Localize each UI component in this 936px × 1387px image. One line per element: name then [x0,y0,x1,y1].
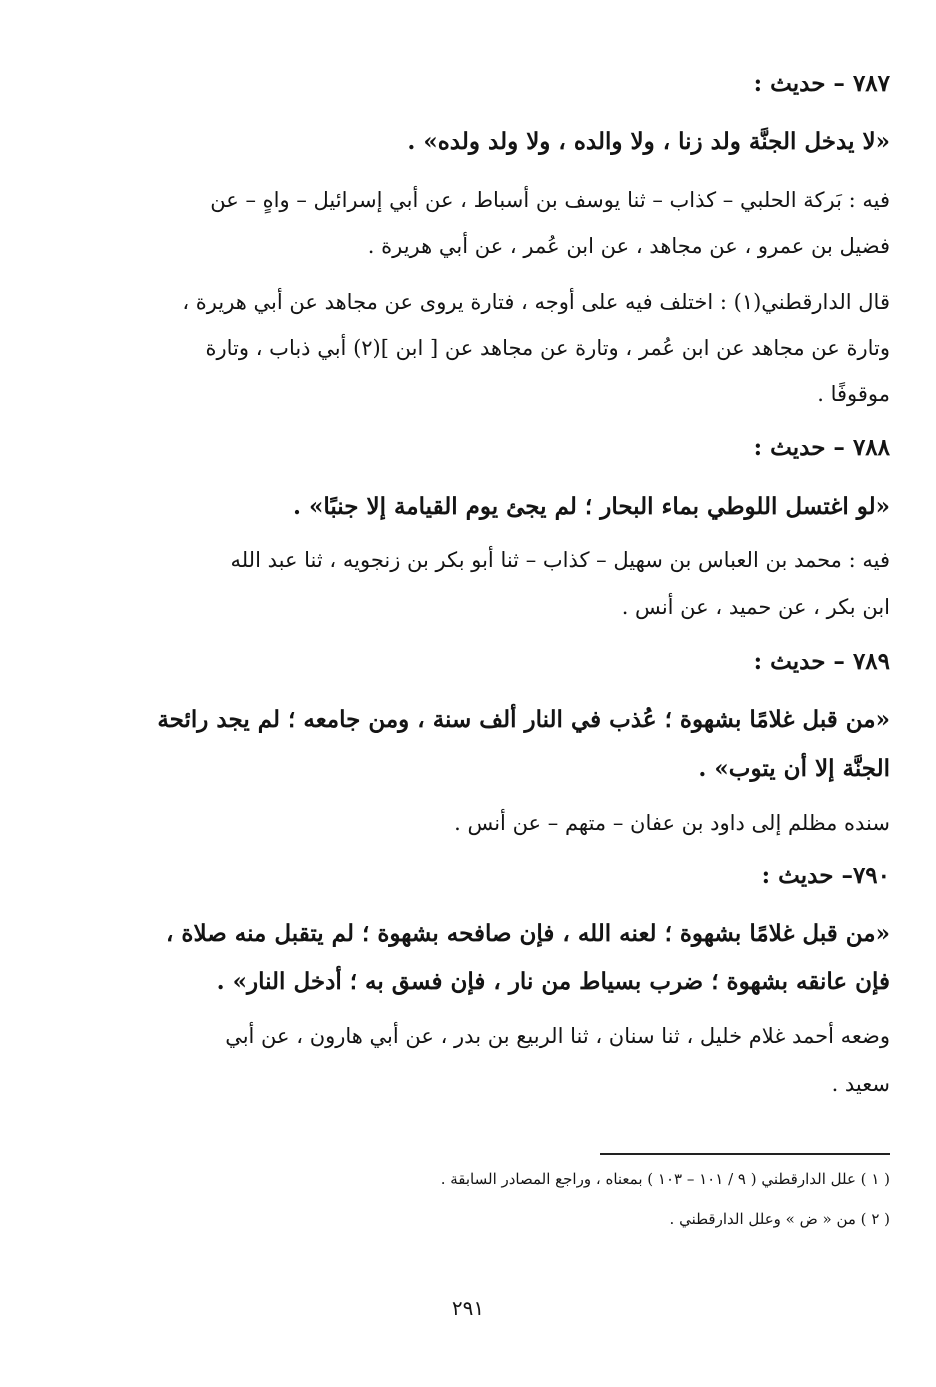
hadith-790-text-line-1: «من قبل غلامًا بشهوة ؛ لعنه الله ، فإن صافحه بشهوة ؛ لم يتقبل منه صلاة ، [166,920,890,947]
hadith-790-text-line-2: فإن عانقه بشهوة ؛ ضرب بسياط من نار ، فإن فسق به ؛ أدخل النار» . [216,968,890,995]
hadith-788-chain-line-2: ابن بكر ، عن حميد ، عن أنس . [621,595,890,619]
hadith-790-chain-line-1: وضعه أحمد غلام خليل ، ثنا سنان ، ثنا الربيع بن بدر ، عن أبي هارون ، عن أبي [225,1024,890,1048]
hadith-790-chain-line-2: سعيد . [831,1072,890,1096]
hadith-789-text-line-1: «من قبل غلامًا بشهوة ؛ عُذب في النار ألف سنة ، ومن جامعه ؛ لم يجد رائحة [157,706,890,733]
hadith-787-note-line-1: قال الدارقطني(١) : اختلف فيه على أوجه ، فتارة يروى عن مجاهد عن أبي هريرة ، [182,290,890,314]
hadith-787-heading: ٧٨٧ – حديث : [753,70,890,97]
hadith-788-text-line-1: «لو اغتسل اللوطي بماء البحار ؛ لم يجئ يوم القيامة إلا جنبًا» . [292,493,890,520]
hadith-789-heading: ٧٨٩ – حديث : [753,648,890,675]
hadith-790-heading: ٧٩٠– حديث : [761,862,890,889]
footnote-2: ( ٢ ) من « ض » وعلل الدارقطني . [669,1210,890,1228]
hadith-787-chain-line-2: فضيل بن عمرو ، عن مجاهد ، عن ابن عُمر ، عن أبي هريرة . [367,234,890,258]
hadith-787-note-line-3: موقوفًا . [817,382,890,406]
hadith-788-heading: ٧٨٨ – حديث : [753,434,890,461]
footnote-1: ( ١ ) علل الدارقطني ( ٩ / ١٠١ – ١٠٣ ) بمعناه ، وراجع المصادر السابقة . [440,1170,890,1188]
hadith-787-text-line-1: «لا يدخل الجنَّة ولد زنا ، ولا والده ، ولا ولد ولده» . [407,128,890,155]
hadith-788-chain-line-1: فيه : محمد بن العباس بن سهيل – كذاب – ثنا أبو بكر بن زنجويه ، ثنا عبد الله [230,548,890,572]
page-number: ٢٩١ [451,1296,485,1320]
hadith-787-note-line-2: وتارة عن مجاهد عن ابن عُمر ، وتارة عن مجاهد عن [ ابن ](٢) أبي ذباب ، وتارة [205,336,890,360]
footnote-separator [600,1153,890,1155]
hadith-789-chain-line-1: سنده مظلم إلى داود بن عفان – متهم – عن أنس . [454,811,890,835]
hadith-789-text-line-2: الجنَّة إلا أن يتوب» . [698,755,890,782]
hadith-787-chain-line-1: فيه : بَركة الحلبي – كذاب – ثنا يوسف بن أسباط ، عن أبي إسرائيل – واهٍ – عن [210,188,890,212]
